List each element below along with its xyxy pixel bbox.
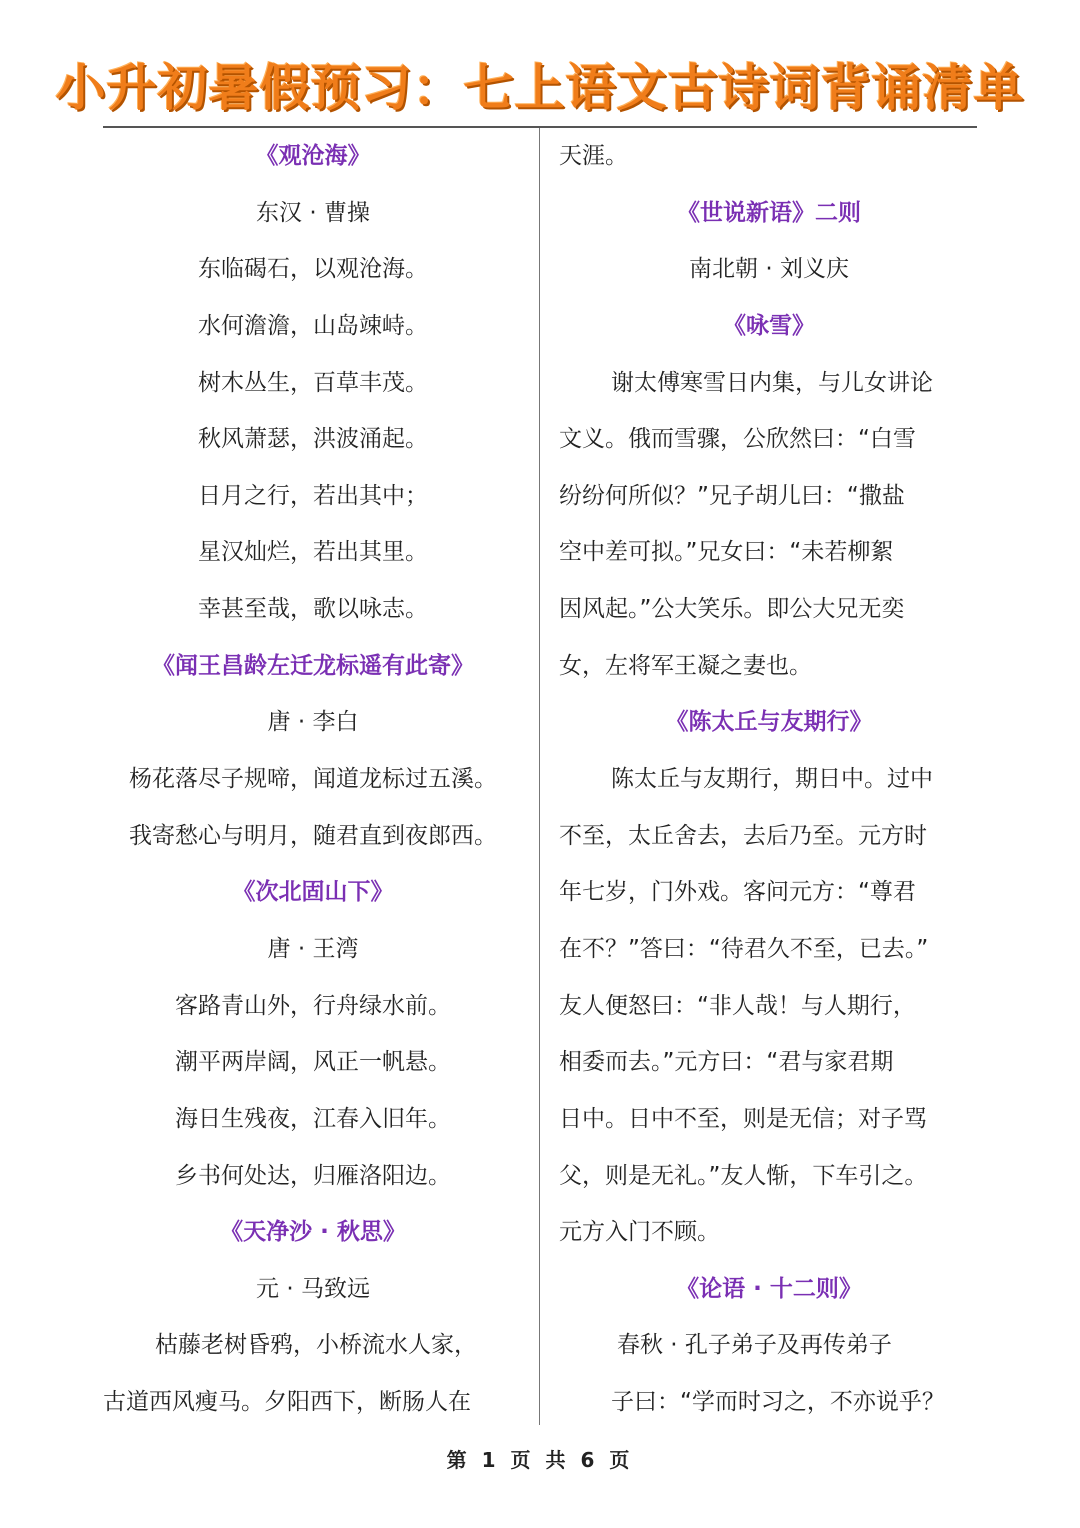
poem-title: 《论语 · 十二则》 xyxy=(676,1275,862,1302)
verse-line: 东临碣石，以观沧海。 xyxy=(198,256,428,283)
verse-line: 秋风萧瑟，洪波涌起。 xyxy=(198,426,428,453)
prose-line: 友人便怒曰：“非人哉！与人期行， xyxy=(559,992,916,1019)
prose-line: 文义。俄而雪骤，公欣然曰：“白雪 xyxy=(559,426,916,453)
poem-title: 《咏雪》 xyxy=(723,312,815,339)
verse-line: 我寄愁心与明月，随君直到夜郎西。 xyxy=(129,822,497,849)
prose-line: 谢太傅寒雪日内集，与儿女讲论 xyxy=(611,369,933,396)
verse-line: 星汉灿烂，若出其里。 xyxy=(198,539,428,566)
poem-author: 东汉 · 曹操 xyxy=(256,199,370,226)
verse-line: 日月之行，若出其中； xyxy=(198,482,428,509)
poem-author: 南北朝 · 刘义庆 xyxy=(689,256,849,283)
verse-line: 幸甚至哉，歌以咏志。 xyxy=(198,596,428,623)
poem-title: 《闻王昌龄左迁龙标遥有此寄》 xyxy=(152,652,474,679)
prose-line: 女，左将军王凝之妻也。 xyxy=(559,652,812,679)
poem-title: 《观沧海》 xyxy=(255,143,371,169)
prose-line: 天涯。 xyxy=(559,143,628,169)
prose-line: 不至，太丘舍去，去后乃至。元方时 xyxy=(559,822,927,849)
poem-title: 《次北固山下》 xyxy=(232,879,394,906)
verse-line: 乡书何处达，归雁洛阳边。 xyxy=(175,1162,451,1189)
page-title: 小升初暑假预习：七上语文古诗词背诵清单 xyxy=(55,59,1025,117)
prose-line: 元方入门不顾。 xyxy=(559,1219,720,1246)
verse-line: 水何澹澹，山岛竦峙。 xyxy=(198,312,428,339)
verse-line: 树木丛生，百草丰茂。 xyxy=(198,369,428,396)
prose-line: 因风起。”公大笑乐。即公大兄无奕 xyxy=(559,596,905,623)
page-number: 第 1 页 共 6 页 xyxy=(446,1448,634,1472)
right-column xyxy=(559,128,979,1431)
prose-line: 日中。日中不至，则是无信；对子骂 xyxy=(559,1105,927,1132)
poem-author: 唐 · 王湾 xyxy=(267,935,359,962)
prose-line: 在不？”答曰：“待君久不至，已去。” xyxy=(559,935,929,962)
verse-line: 客路青山外，行舟绿水前。 xyxy=(175,992,451,1019)
left-column xyxy=(103,128,523,1431)
prose-line: 枯藤老树昏鸦，小桥流水人家， xyxy=(155,1332,477,1359)
prose-line: 空中差可拟。”兄女曰：“未若柳絮 xyxy=(559,539,894,566)
poem-author: 元 · 马致远 xyxy=(256,1275,370,1302)
prose-line: 年七岁，门外戏。客问元方：“尊君 xyxy=(559,879,916,906)
poem-author: 唐 · 李白 xyxy=(267,709,359,736)
poem-title: 《世说新语》二则 xyxy=(677,199,861,226)
prose-line: 纷纷何所似？”兄子胡儿曰：“撒盐 xyxy=(559,482,905,509)
prose-line: 相委而去。”元方曰：“君与家君期 xyxy=(559,1049,894,1076)
poem-author: 春秋 · 孔子弟子及再传弟子 xyxy=(617,1332,892,1359)
poem-title: 《陈太丘与友期行》 xyxy=(665,709,873,736)
prose-line: 父，则是无礼。”友人惭，下车引之。 xyxy=(559,1162,928,1189)
verse-line: 海日生残夜，江春入旧年。 xyxy=(175,1105,451,1132)
verse-line: 杨花落尽子规啼，闻道龙标过五溪。 xyxy=(129,766,497,793)
prose-line: 子曰：“学而时习之，不亦说乎？ xyxy=(611,1389,945,1416)
prose-line: 陈太丘与友期行，期日中。过中 xyxy=(611,766,933,793)
column-divider xyxy=(539,128,540,1425)
poem-title: 《天净沙 · 秋思》 xyxy=(220,1219,406,1246)
prose-line: 古道西风瘦马。夕阳西下，断肠人在 xyxy=(103,1389,471,1416)
verse-line: 潮平两岸阔，风正一帆悬。 xyxy=(175,1049,451,1076)
